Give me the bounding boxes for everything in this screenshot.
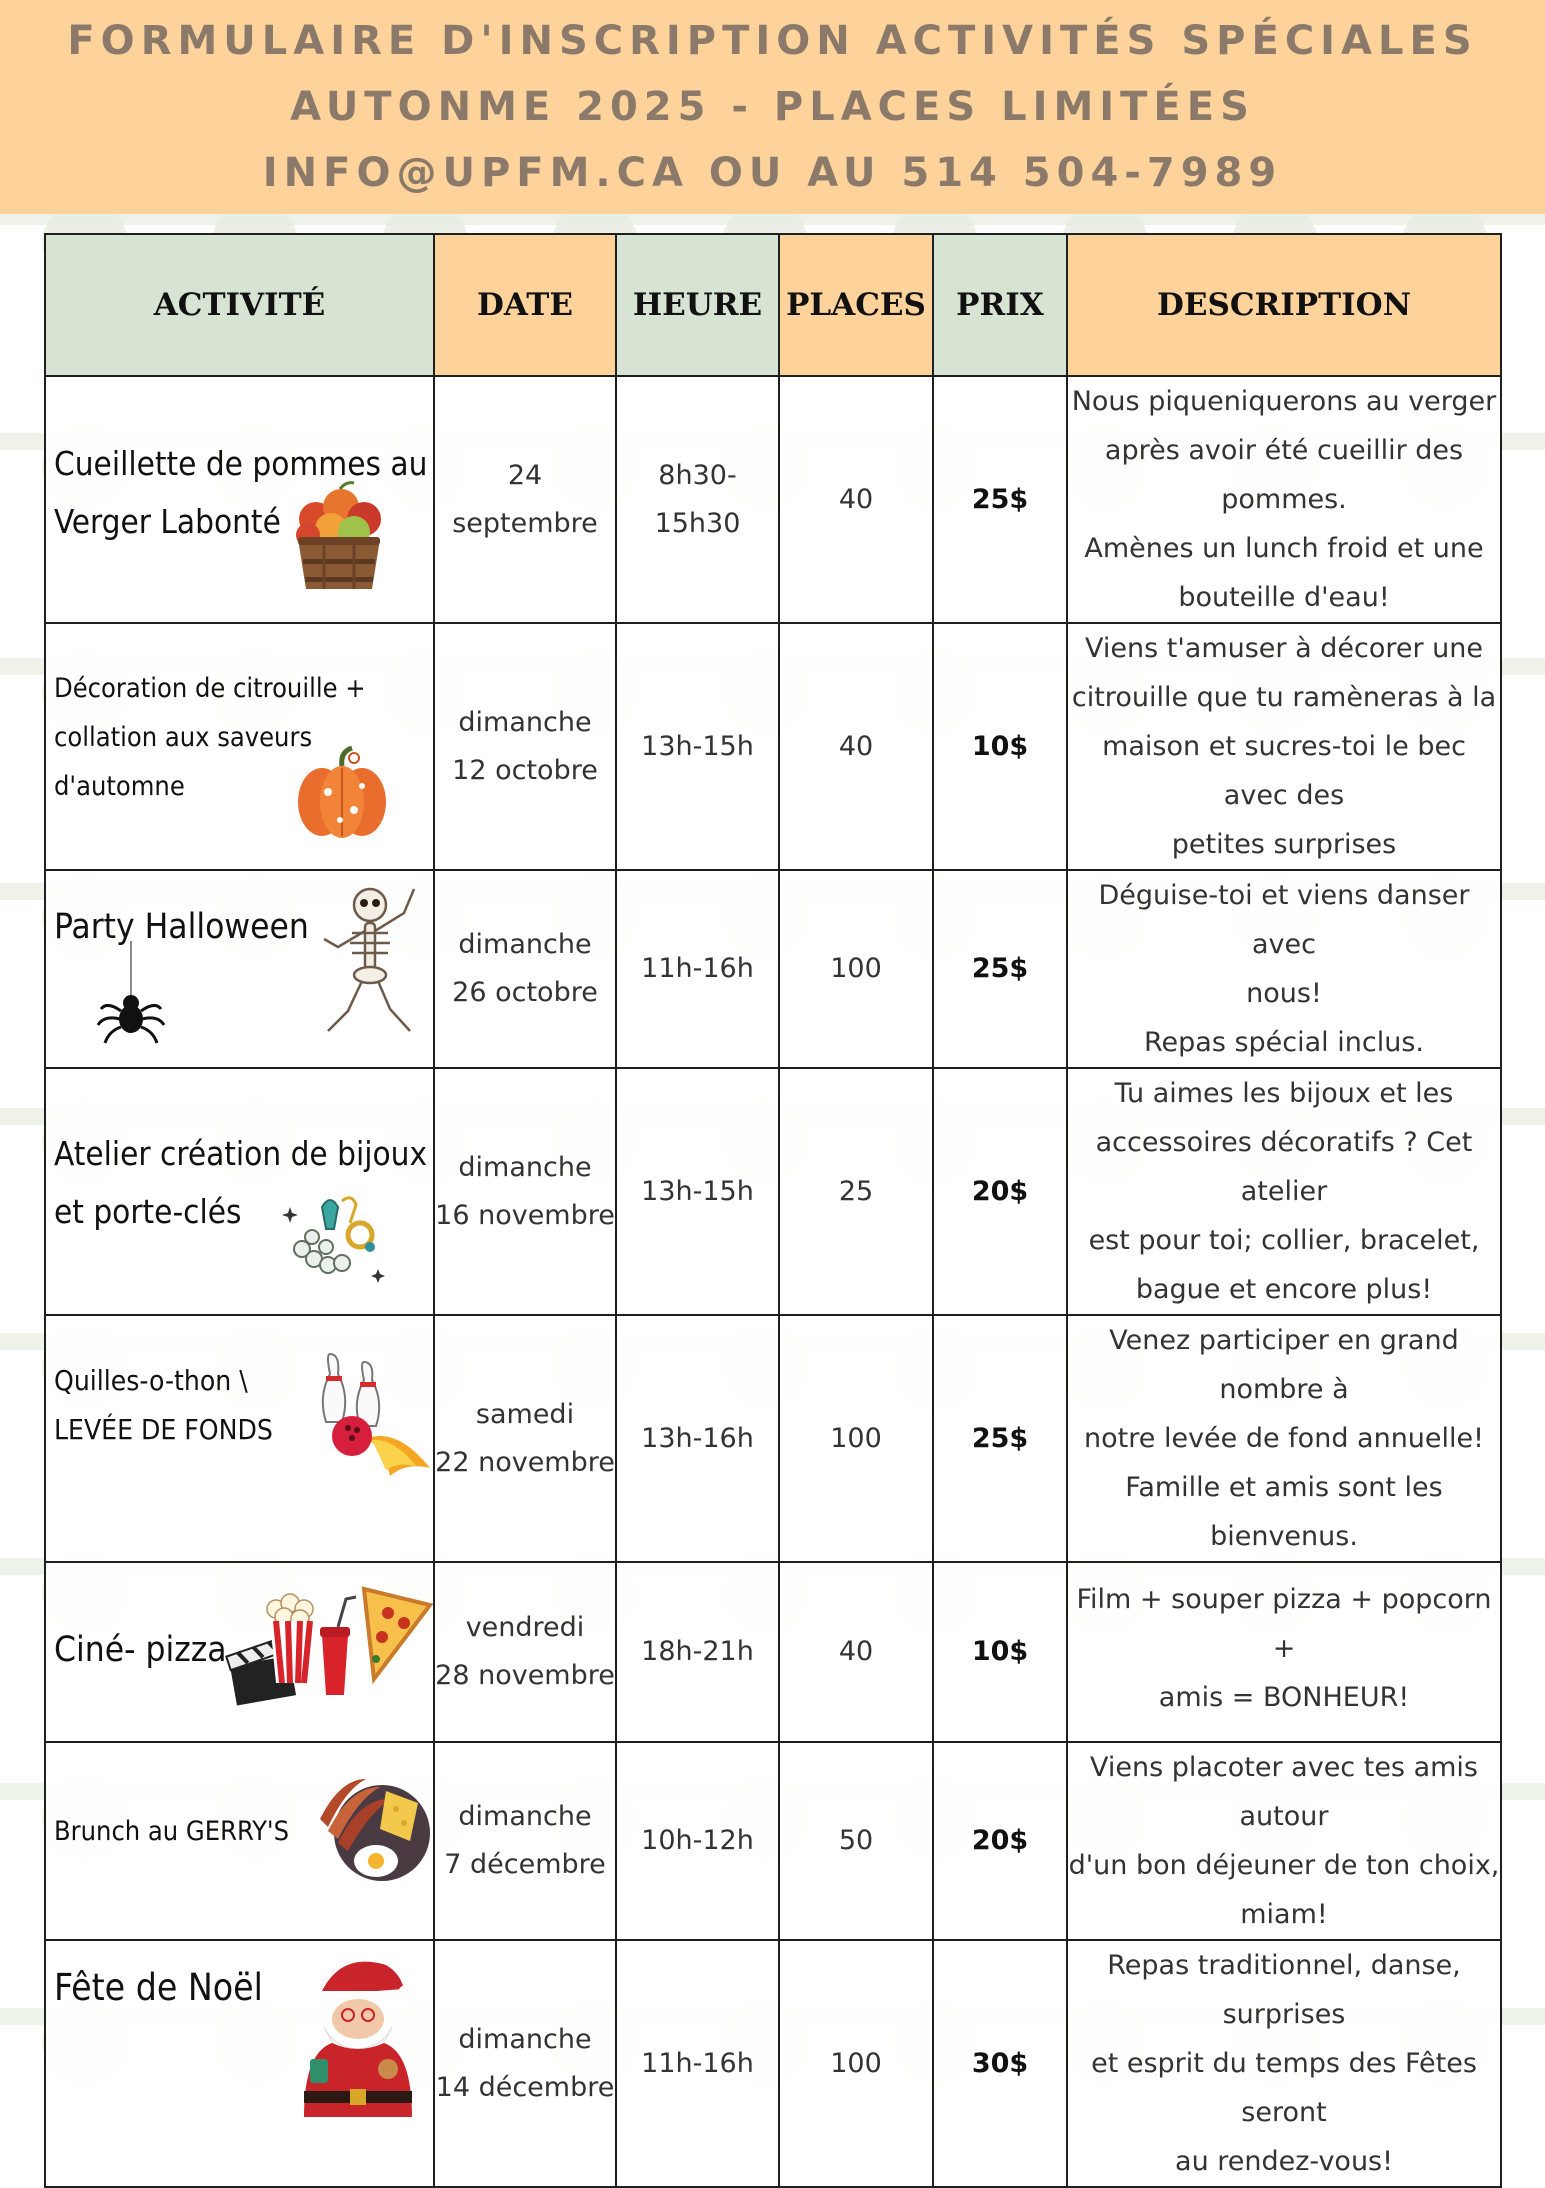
date-cell	[434, 1068, 616, 1315]
santa-icon	[290, 1951, 420, 2117]
activity-name-line2: Verger Labonté	[54, 502, 281, 541]
table-row	[45, 1068, 1501, 1315]
activity-name: Ciné- pizza	[54, 1630, 227, 1670]
activity-name: Décoration de citrouille +	[54, 673, 366, 704]
desc-line4: bague et encore plus!	[1135, 1274, 1433, 1305]
activity-name: Brunch au GERRY'S	[54, 1816, 290, 1847]
header-activite: ACTIVITÉ	[45, 234, 434, 376]
table-row	[45, 1315, 1501, 1562]
activity-name: Fête de Noël	[54, 1966, 263, 2009]
pumpkin-icon	[292, 744, 392, 844]
activity-name-line2: collation aux saveurs	[54, 722, 313, 753]
time-line1: 13h-15h	[641, 1175, 754, 1207]
date-line2: 14 décembre	[435, 2071, 615, 2103]
activity-cell	[45, 870, 434, 1068]
time-line1: 11h-16h	[641, 2047, 754, 2079]
header-prix: PRIX	[933, 234, 1067, 376]
desc-line4: bouteille d'eau!	[1178, 582, 1390, 613]
table-row	[45, 1562, 1501, 1742]
header-description: DESCRIPTION	[1067, 234, 1501, 376]
desc-line3: au rendez-vous!	[1175, 2146, 1393, 2177]
price-cell: 20$	[933, 1068, 1067, 1315]
price-cell: 25$	[933, 870, 1067, 1068]
description-cell	[1067, 376, 1501, 623]
places-cell: 100	[779, 1315, 933, 1562]
date-cell	[434, 623, 616, 870]
spider-icon	[96, 941, 166, 1045]
price-cell: 30$	[933, 1940, 1067, 2187]
table-header-row	[45, 234, 1501, 376]
apple-basket-icon	[286, 477, 392, 595]
desc-line2: après avoir été cueillir des pommes.	[1104, 435, 1464, 515]
description-cell	[1067, 623, 1501, 870]
activities-table	[44, 233, 1502, 2188]
activity-name: Cueillette de pommes au	[54, 444, 428, 483]
table-row	[45, 1742, 1501, 1940]
activity-cell	[45, 623, 434, 870]
desc-line3: Amènes un lunch froid et une	[1084, 533, 1484, 564]
date-line1: dimanche	[458, 706, 592, 738]
date-cell	[434, 1742, 616, 1940]
price-cell: 25$	[933, 376, 1067, 623]
time-line1: 13h-16h	[641, 1422, 754, 1454]
date-line2: 28 novembre	[435, 1660, 615, 1691]
desc-line2: amis = BONHEUR!	[1158, 1682, 1410, 1713]
date-line1: vendredi	[465, 1612, 585, 1643]
date-line2: 22 novembre	[435, 1446, 615, 1478]
price-cell: 25$	[933, 1315, 1067, 1562]
time-line1: 18h-21h	[641, 1636, 754, 1667]
price-cell: 10$	[933, 1562, 1067, 1742]
desc-line2: d'un bon déjeuner de ton choix,	[1068, 1850, 1500, 1881]
date-cell	[434, 1315, 616, 1562]
date-line2: 26 octobre	[452, 977, 598, 1008]
jewelry-icon	[282, 1187, 392, 1287]
time-cell	[616, 1940, 779, 2187]
places-cell: 100	[779, 870, 933, 1068]
header-date: DATE	[434, 234, 616, 376]
places-cell: 40	[779, 623, 933, 870]
desc-line2: accessoires décoratifs ? Cet atelier	[1095, 1127, 1473, 1207]
activity-cell	[45, 1315, 434, 1562]
time-cell	[616, 1068, 779, 1315]
places-cell: 25	[779, 1068, 933, 1315]
activity-name: Atelier création de bijoux	[54, 1134, 428, 1173]
date-cell	[434, 1940, 616, 2187]
desc-line1: Venez participer en grand nombre à	[1109, 1325, 1459, 1405]
header-title-line1: FORMULAIRE D'INSCRIPTION ACTIVITÉS SPÉCIALES	[67, 18, 1478, 64]
activity-cell	[45, 376, 434, 623]
time-line1: 10h-12h	[641, 1825, 754, 1856]
description-cell	[1067, 1742, 1501, 1940]
date-line1: dimanche	[458, 929, 592, 960]
time-cell	[616, 1562, 779, 1742]
desc-line2: notre levée de fond annuelle!	[1084, 1423, 1484, 1454]
activity-name: Quilles-o-thon \	[54, 1364, 248, 1397]
places-cell: 50	[779, 1742, 933, 1940]
date-line1: dimanche	[458, 1151, 592, 1183]
table-row	[45, 376, 1501, 623]
bowling-icon	[308, 1350, 432, 1478]
price-cell: 10$	[933, 623, 1067, 870]
desc-line3: est pour toi; collier, bracelet,	[1088, 1225, 1480, 1256]
brunch-plate-icon	[314, 1763, 434, 1897]
date-line1: dimanche	[458, 1801, 592, 1832]
desc-line3: Famille et amis sont les bienvenus.	[1125, 1472, 1443, 1552]
desc-line1: Film + souper pizza + popcorn +	[1076, 1584, 1492, 1664]
activity-name-line2: et porte-clés	[54, 1192, 242, 1231]
description-cell	[1067, 870, 1501, 1068]
activity-name-line2: LEVÉE DE FONDS	[54, 1413, 273, 1446]
description-cell	[1067, 1940, 1501, 2187]
date-line1: dimanche	[458, 2023, 592, 2055]
date-cell	[434, 376, 616, 623]
desc-line3: miam!	[1240, 1899, 1328, 1930]
activity-cell	[45, 1742, 434, 1940]
places-cell: 40	[779, 1562, 933, 1742]
time-cell	[616, 870, 779, 1068]
desc-line1: Viens t'amuser à décorer une	[1085, 633, 1483, 664]
time-line1: 11h-16h	[641, 953, 754, 984]
header-places: PLACES	[779, 234, 933, 376]
desc-line1: Nous piqueniquerons au verger	[1071, 386, 1497, 417]
activity-cell	[45, 1940, 434, 2187]
desc-line4: petites surprises	[1171, 829, 1397, 860]
time-cell	[616, 1742, 779, 1940]
desc-line1: Déguise-toi et viens danser avec	[1098, 880, 1470, 960]
desc-line2: et esprit du temps des Fêtes seront	[1091, 2048, 1477, 2128]
desc-line1: Viens placoter avec tes amis autour	[1089, 1752, 1478, 1832]
skeleton-icon	[318, 881, 428, 1041]
desc-line3: maison et sucres-toi le bec avec des	[1102, 731, 1466, 811]
desc-line3: Repas spécial inclus.	[1143, 1027, 1424, 1058]
time-cell	[616, 376, 779, 623]
desc-line1: Repas traditionnel, danse, surprises	[1107, 1950, 1461, 2030]
date-line2: 16 novembre	[435, 1199, 615, 1231]
table-row	[45, 870, 1501, 1068]
desc-line2: nous!	[1246, 978, 1322, 1009]
time-line2: 15h30	[654, 507, 741, 539]
table-row	[45, 1940, 1501, 2187]
date-line2: 12 octobre	[452, 754, 598, 786]
page-header	[0, 0, 1545, 214]
description-cell	[1067, 1315, 1501, 1562]
desc-line2: citrouille que tu ramèneras à la	[1071, 682, 1497, 713]
table-row	[45, 623, 1501, 870]
date-line1: 24 septembre	[452, 459, 598, 539]
description-cell	[1067, 1068, 1501, 1315]
date-line2: 7 décembre	[444, 1849, 606, 1880]
places-cell: 100	[779, 1940, 933, 2187]
cinema-pizza-icon	[224, 1583, 434, 1723]
date-cell	[434, 1562, 616, 1742]
activity-cell	[45, 1562, 434, 1742]
header-heure: HEURE	[616, 234, 779, 376]
time-cell	[616, 1315, 779, 1562]
header-contact-line: INFO@UPFM.CA OU AU 514 504-7989	[262, 150, 1283, 196]
time-cell	[616, 623, 779, 870]
activity-name-line3: d'automne	[54, 771, 185, 802]
date-line1: samedi	[475, 1398, 575, 1430]
header-title-line2: AUTONME 2025 - PLACES LIMITÉES	[290, 84, 1255, 130]
activity-name: Party Halloween	[54, 907, 309, 947]
date-cell	[434, 870, 616, 1068]
time-line1: 13h-15h	[641, 730, 754, 762]
places-cell: 40	[779, 376, 933, 623]
activity-cell	[45, 1068, 434, 1315]
time-line1: 8h30-	[658, 459, 737, 491]
price-cell: 20$	[933, 1742, 1067, 1940]
desc-line1: Tu aimes les bijoux et les	[1114, 1078, 1454, 1109]
description-cell	[1067, 1562, 1501, 1742]
